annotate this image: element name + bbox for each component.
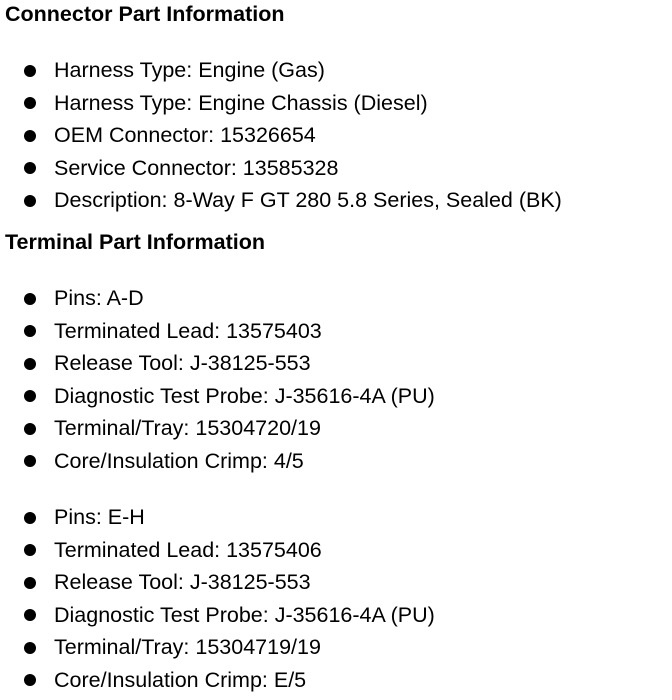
list-item-text: Release Tool: J-38125-553	[54, 570, 311, 595]
bullet-icon	[24, 65, 36, 77]
list-item-text: Terminal/Tray: 15304720/19	[54, 416, 321, 441]
list-item-text: Pins: A-D	[54, 286, 144, 310]
bullet-icon	[24, 577, 36, 589]
bullet-icon	[24, 642, 36, 654]
bullet-icon	[24, 512, 36, 524]
list-item-text: Core/Insulation Crimp: 4/5	[54, 448, 304, 473]
bullet-icon	[24, 195, 36, 207]
bullet-icon	[24, 97, 36, 109]
bullet-icon	[24, 390, 36, 402]
list-item-text: Terminated Lead: 13575406	[54, 537, 322, 562]
bullet-icon	[24, 358, 36, 370]
bullet-icon	[24, 325, 36, 337]
list-item-text: Release Tool: J-38125-553	[54, 351, 311, 376]
bullet-icon	[24, 423, 36, 435]
list-item-text: Pins: E-H	[54, 505, 145, 529]
list-item-text: Harness Type: Engine Chassis (Diesel)	[54, 90, 428, 115]
bullet-icon	[24, 609, 36, 621]
bullet-icon	[24, 544, 36, 556]
list-item-text: Core/Insulation Crimp: E/5	[54, 667, 307, 692]
bullet-icon	[24, 674, 36, 686]
bullet-icon	[24, 130, 36, 142]
connector-part-information-heading: Connector Part Information	[5, 2, 285, 26]
list-item-text: Harness Type: Engine (Gas)	[54, 58, 325, 82]
list-item-text: Diagnostic Test Probe: J-35616-4A (PU)	[54, 383, 435, 408]
bullet-icon	[24, 455, 36, 467]
list-item-text: Description: 8-Way F GT 280 5.8 Series, Sealed (BK)	[54, 188, 562, 213]
list-item-text: OEM Connector: 15326654	[54, 123, 316, 148]
list-item-text: Service Connector: 13585328	[54, 155, 339, 180]
list-item-text: Terminated Lead: 13575403	[54, 318, 322, 343]
list-item-text: Terminal/Tray: 15304719/19	[54, 635, 321, 660]
terminal-part-information-heading: Terminal Part Information	[5, 230, 266, 254]
list-item-text: Diagnostic Test Probe: J-35616-4A (PU)	[54, 602, 435, 627]
bullet-icon	[24, 162, 36, 174]
bullet-icon	[24, 293, 36, 305]
